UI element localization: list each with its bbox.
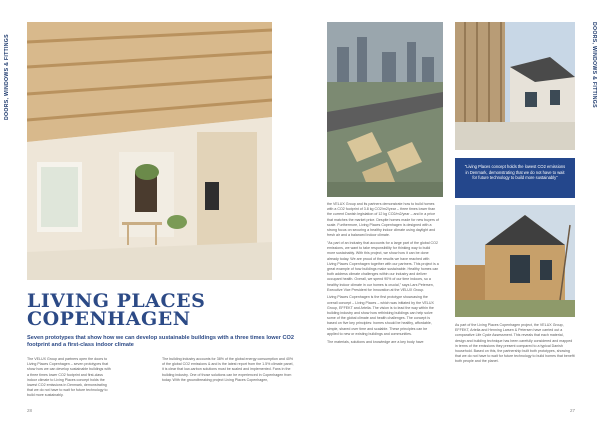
exterior-photo-top xyxy=(455,22,575,150)
subheading: Seven prototypes that show how we can develop sustainable buildings with a three times lower CO2 footprint and a first-class indoor climate xyxy=(27,335,295,348)
page-number-right: 27 xyxy=(570,408,576,413)
section-label-right xyxy=(586,0,600,424)
col-c-paragraph: "As part of an industry that accounts for a large part of the global CO2 emissions, we want to take responsibility for thinking way to build more sustainably. With this project, we show how it can be done already today. We are proud of the results we have reached with Living Places Copenhagen together with our partners. This project is a great example of how buildings make sustainable. Healthy homes can both address climate challenges within our industry and deliver occupant health. Overall, we spend 90% of our time indoors, so a healthy indoor climate in our homes is crucial," says Lars Petersen, Executive Vice President for Innovation at the VELUX Group. xyxy=(327,240,439,292)
headline-line-2: COPENHAGEN xyxy=(27,308,191,330)
page-headline xyxy=(27,292,297,328)
aerial-photo xyxy=(327,22,443,197)
body-column-3 xyxy=(327,202,439,347)
section-label-right-text: DOORS, WINDOWS & FITTINGS xyxy=(591,22,597,108)
body-column-1: The VELUX Group and partners open the doors to Living Places Copenhagen – seven prototypes that show how we can develop sustainable buildings with a three times lower CO2 footprint and first-class indoor climate to Living Places concept holds the lowest CO2 emissions in Denmark, demonstrating that we do not have to wait for future technology to build more sustainably. xyxy=(27,357,111,398)
col-c-paragraph: the VELUX Group and its partners demonstrate how to build homes with a CO2 footprint of 3.8 kg CO2/m2/year – three times lower than the current Danish legislation of 12 kg CO2/m2/year – and in a price that matches the market price. Despite homes made for new buyers of scale. Furthermore, Living Places Copenhagen is designed with a strong focus on securing a healthy indoor climate using daylight and fresh air and a balanced indoor climate. xyxy=(327,202,439,238)
body-column-2: The building industry accounts for 38% of the global energy consumption and 40% of the global CO2 emissions & and is the latest report from the 1.5% climate panel, it is clear that low-carbon solutions must be scaled and implemented. Fans in the building industry. One of those solutions can be experienced in Copenhagen from today. With the groundbreaking project Living Places Copenhagen, xyxy=(162,357,294,382)
body-column-4: As part of the Living Places Copenhagen project, the VELUX Group, EFFEKT, Artelia and Henning Larsen & Petersen have carried out a comparative Life Cycle Assessment. This reveals that each material, design and building technique has been carefully considered and mapped in terms of the emissions they present compared to a typical Danish household. Based on this, the partnership built both prototypes, showing that we do not have to wait for future technology to build homes that benefit both people and the planet. xyxy=(455,323,575,364)
page-number-left: 28 xyxy=(27,408,33,413)
headline-line-1: LIVING PLACES xyxy=(27,290,206,312)
exterior-photo-bottom xyxy=(455,205,575,317)
col-c-paragraph: Living Places Copenhagen is the first prototype showcasing the overall concept – Living Places – which was initiated by the VELUX Group, EFFEKT and Artelia. The vision is to lead the way within the building industry and show how rethinking buildings can help solve some of the global climate and health challenges. The concept is based on five key principles: homes should be healthy, affordable, simple, shared over time and scalable. These principles can be applied to new or existing buildings and communities. xyxy=(327,295,434,336)
section-label-left xyxy=(0,0,14,424)
pull-quote: "Living Places concept holds the lowest CO2 emissions in Denmark, demonstrating that we do not have to wait for future technology to build more sustainably" xyxy=(455,158,575,198)
section-label-left-text: DOORS, WINDOWS & FITTINGS xyxy=(4,34,10,120)
interior-photo xyxy=(27,22,272,280)
col-c-paragraph: The materials, solutions and knowledge are a key body have xyxy=(327,339,424,344)
